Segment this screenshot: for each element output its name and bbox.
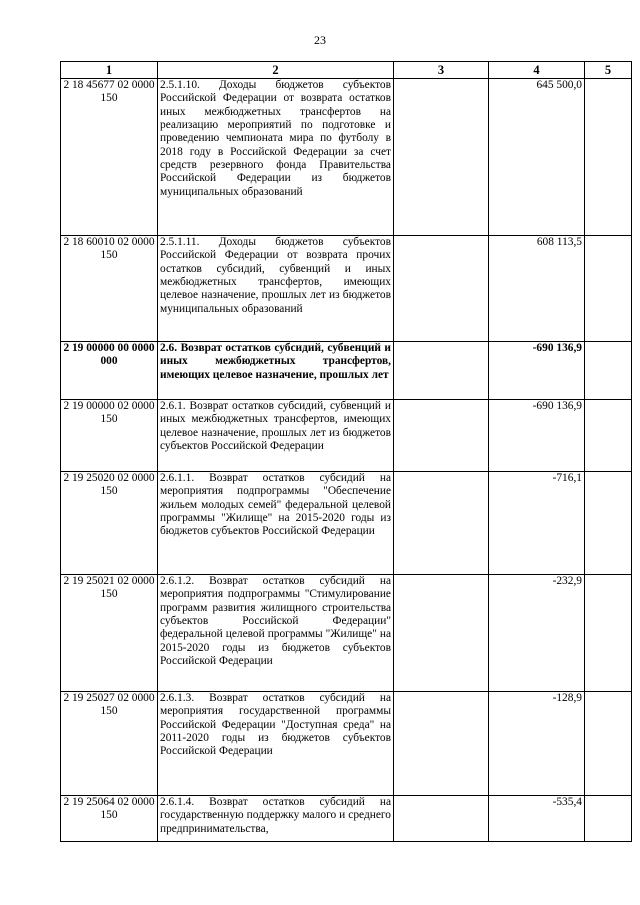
row-description: 2.6. Возврат остатков субсидий, субвенций и иных межбюджетных трансфертов, имеющих целевое назначение, прошлых лет bbox=[158, 342, 394, 400]
row-code: 2 19 00000 02 0000 150 bbox=[61, 400, 158, 472]
header-col-2: 2 bbox=[158, 62, 394, 79]
table-row bbox=[61, 692, 632, 796]
budget-table bbox=[60, 61, 632, 842]
row-code: 2 19 00000 00 0000 000 bbox=[61, 342, 158, 400]
row-amount: -690 136,9 bbox=[489, 342, 585, 400]
row-col3 bbox=[394, 236, 489, 342]
row-description: 2.6.1.2. Возврат остатков субсидий на мероприятия подпрограммы "Стимулирование программ развития жилищного строительства субъектов Российской Федерации" федеральной целевой программы "Жилище" на 2015-2020 годы из бюджетов субъектов Российской Федерации bbox=[158, 575, 394, 692]
row-col5 bbox=[585, 692, 632, 796]
row-code: 2 18 45677 02 0000 150 bbox=[61, 79, 158, 236]
row-description: 2.6.1. Возврат остатков субсидий, субвенций и иных межбюджетных трансфертов, имеющих целевое назначение, прошлых лет из бюджетов субъектов Российской Федерации bbox=[158, 400, 394, 472]
header-col-4: 4 bbox=[489, 62, 585, 79]
row-description: 2.6.1.4. Возврат остатков субсидий на государственную поддержку малого и среднего предпринимательства, bbox=[158, 796, 394, 842]
row-amount: -690 136,9 bbox=[489, 400, 585, 472]
table-row bbox=[61, 236, 632, 342]
row-col3 bbox=[394, 79, 489, 236]
row-code: 2 19 25064 02 0000 150 bbox=[61, 796, 158, 842]
table-row bbox=[61, 79, 632, 236]
row-col5 bbox=[585, 342, 632, 400]
header-col-1: 1 bbox=[61, 62, 158, 79]
header-col-5: 5 bbox=[585, 62, 632, 79]
row-amount: 645 500,0 bbox=[489, 79, 585, 236]
row-col3 bbox=[394, 575, 489, 692]
table-row bbox=[61, 400, 632, 472]
row-col3 bbox=[394, 472, 489, 575]
row-amount: -535,4 bbox=[489, 796, 585, 842]
table-row-section bbox=[61, 342, 632, 400]
row-amount: -128,9 bbox=[489, 692, 585, 796]
row-col5 bbox=[585, 575, 632, 692]
row-amount: -232,9 bbox=[489, 575, 585, 692]
row-amount: 608 113,5 bbox=[489, 236, 585, 342]
row-description: 2.5.1.11. Доходы бюджетов субъектов Российской Федерации от возврата прочих остатков субсидий, субвенций и иных межбюджетных трансфертов, имеющих целевое назначение, прошлых лет из бюджетов муниципальных образований bbox=[158, 236, 394, 342]
row-col3 bbox=[394, 796, 489, 842]
row-col3 bbox=[394, 342, 489, 400]
row-col5 bbox=[585, 796, 632, 842]
row-description: 2.5.1.10. Доходы бюджетов субъектов Российской Федерации от возврата остатков иных межбюджетных трансфертов на реализацию мероприятий по подготовке и проведению чемпионата мира по футболу в 2018 году в Российской Федерации за счет средств резервного фонда Правительства Российской Федерации из бюджетов муниципальных образований bbox=[158, 79, 394, 236]
row-col3 bbox=[394, 400, 489, 472]
row-col5 bbox=[585, 400, 632, 472]
table-row bbox=[61, 796, 632, 842]
table-row bbox=[61, 575, 632, 692]
table-header-row bbox=[61, 62, 632, 79]
row-amount: -716,1 bbox=[489, 472, 585, 575]
row-code: 2 19 25021 02 0000 150 bbox=[61, 575, 158, 692]
row-code: 2 18 60010 02 0000 150 bbox=[61, 236, 158, 342]
row-col3 bbox=[394, 692, 489, 796]
table-row bbox=[61, 472, 632, 575]
header-col-3: 3 bbox=[394, 62, 489, 79]
row-description: 2.6.1.1. Возврат остатков субсидий на мероприятия подпрограммы "Обеспечение жильем молодых семей" федеральной целевой программы "Жилище" на 2015-2020 годы из бюджетов субъектов Российской Федерации bbox=[158, 472, 394, 575]
row-code: 2 19 25020 02 0000 150 bbox=[61, 472, 158, 575]
row-code: 2 19 25027 02 0000 150 bbox=[61, 692, 158, 796]
row-col5 bbox=[585, 79, 632, 236]
row-description: 2.6.1.3. Возврат остатков субсидий на мероприятия государственной программы Российской Федерации "Доступная среда" на 2011-2020 годы из бюджетов субъектов Российской Федерации bbox=[158, 692, 394, 796]
page-number: 23 bbox=[314, 33, 326, 47]
row-col5 bbox=[585, 236, 632, 342]
row-col5 bbox=[585, 472, 632, 575]
